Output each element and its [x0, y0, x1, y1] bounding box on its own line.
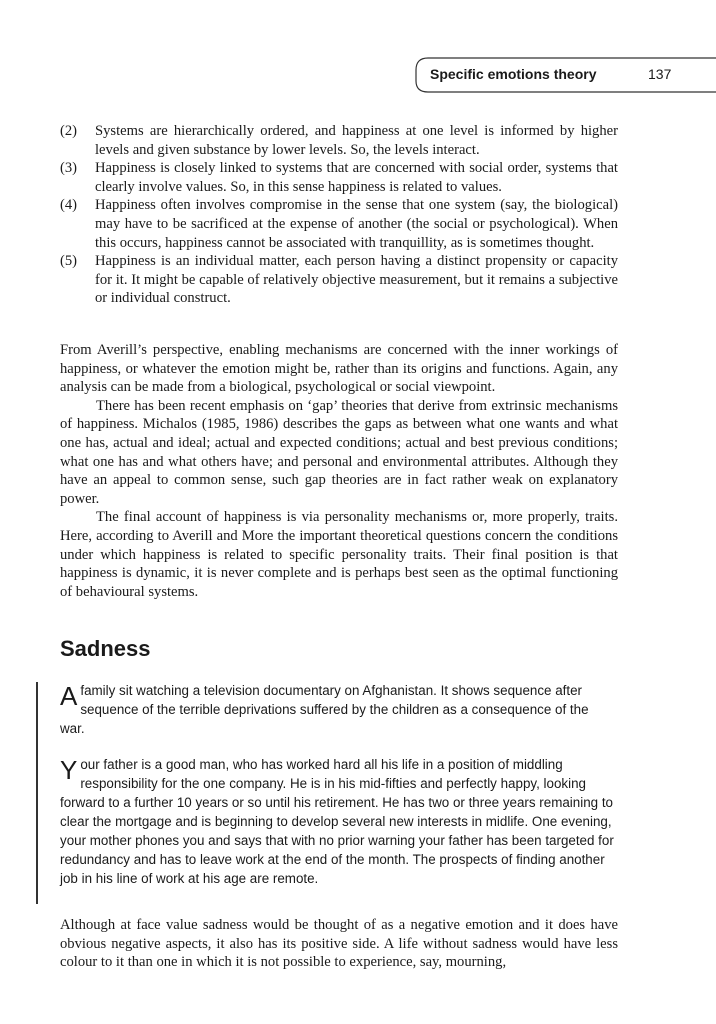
- list-item: [60, 122, 618, 159]
- list-item-number: (3): [60, 160, 78, 177]
- running-head-title: Specific emotions theory: [430, 66, 597, 82]
- vignette-text: family sit watching a television documentary on Afghanistan. It shows sequence after sequence of the terrible deprivations suffered by the children as a consequence of the war.: [60, 683, 589, 736]
- list-item: [60, 196, 618, 252]
- numbered-list: [60, 122, 618, 308]
- drop-cap: Y: [60, 755, 78, 785]
- vignette: [60, 755, 616, 888]
- list-item-text: Happiness often involves compromise in the sense that one system (say, the biological) may have to be sacrificed at the expense of another (the social or psychological). When this occurs, happiness cannot be associated with tranquillity, as is sometimes thought.: [95, 197, 618, 251]
- paragraph: Although at face value sadness would be thought of as a negative emotion and it does have obvious negative aspects, it also has its positive side. A life without sadness would have less colour to it than one in which it is not possible to experience, say, mourning,: [60, 917, 618, 971]
- list-item-text: Systems are hierarchically ordered, and happiness at one level is informed by higher levels and given substance by lower levels. So, the levels interact.: [95, 123, 618, 158]
- paragraph: From Averill’s perspective, enabling mechanisms are concerned with the inner workings of happiness, or whatever the emotion might be, rather than its origins and functions. Again, any analysis can be made from a biological, psychological or social viewpoint.: [60, 342, 618, 396]
- list-item-text: Happiness is closely linked to systems that are concerned with social order, systems that clearly involve values. So, in this sense happiness is related to values.: [95, 160, 618, 195]
- vignette-text: our father is a good man, who has worked hard all his life in a position of middling responsibility for the one company. He is in his mid-fifties and perfectly happy, looking forward to a further 10 years or so until his retirement. He has two or three years remaining to clear the mortgage and is beginning to develop several new interests in midlife. One evening, your mother phones you and says that with no prior warning your father has been targeted for redundancy and has to leave work at the end of the month. The prospects of finding another job in his line of work at his age are remote.: [60, 757, 614, 886]
- list-item-number: (4): [60, 197, 78, 214]
- list-item-number: (5): [60, 253, 78, 270]
- paragraph: The final account of happiness is via personality mechanisms or, more properly, traits. Here, according to Averill and More the important theoretical questions concern the conditions under which happiness is related to specific personality traits. Their final position is that happiness is dynamic, it is never complete and is perhaps best seen as the optimal functioning of behavioural systems.: [60, 509, 618, 600]
- page-number: 137: [648, 66, 672, 82]
- drop-cap: A: [60, 681, 78, 711]
- list-item-text: Happiness is an individual matter, each person having a distinct propensity or capacity for it. It might be capable of relatively objective measurement, but it remains a subjective or individual construct.: [95, 253, 618, 307]
- running-head: [414, 57, 716, 93]
- section-heading: Sadness: [60, 636, 151, 661]
- body-text: [60, 341, 618, 601]
- paragraph: There has been recent emphasis on ‘gap’ theories that derive from extrinsic mechanisms of happiness. Michalos (1985, 1986) describes the gaps as between what one wants and what one has, actual and ideal; actual and expected conditions; actual and best previous conditions; what one has and what others have; and personal and environmental attributes. Although they have an appeal to common sense, such gap theories are in fact rather weak on explanatory power.: [60, 397, 618, 507]
- vignette: [60, 681, 616, 738]
- list-item: [60, 159, 618, 196]
- list-item-number: (2): [60, 123, 78, 139]
- vignette-bar: [36, 682, 38, 904]
- closing-paragraph-block: [60, 916, 618, 972]
- list-item: [60, 252, 618, 308]
